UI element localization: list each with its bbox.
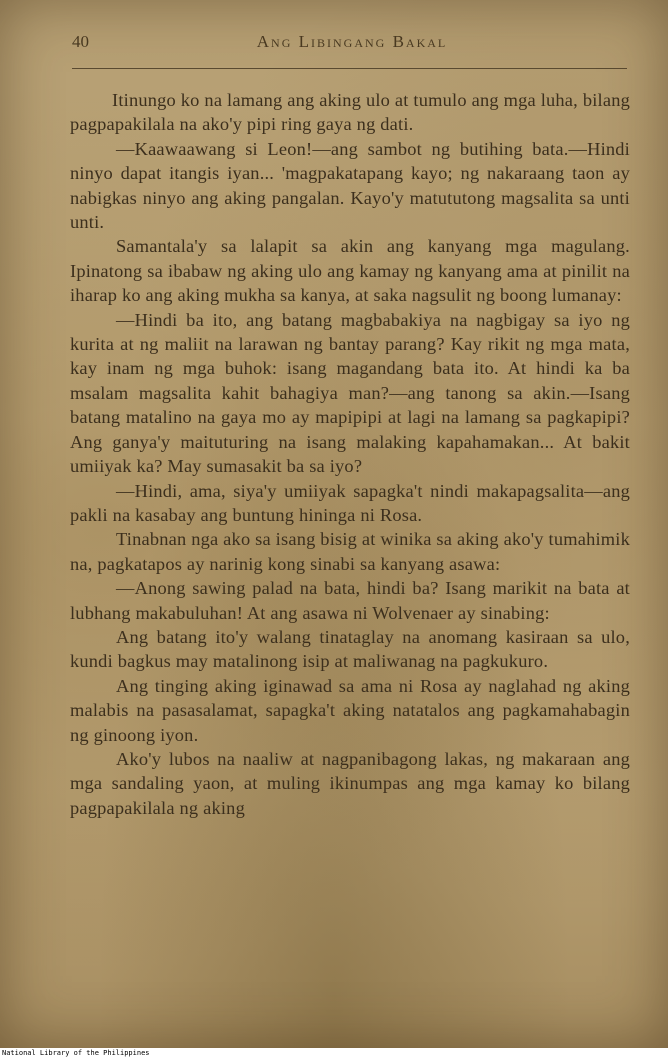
page-header	[72, 32, 632, 58]
paragraph-6: Tinabnan nga ako sa isang bisig at winika sa aking ako'y tumahimik na, pagkatapos ay narinig kong sinabi sa kanyang asawa:	[70, 529, 630, 574]
running-title: Ang Libingang Bakal	[256, 32, 448, 51]
paragraph-5: —Hindi, ama, siya'y umiiyak sapagka't nindi makapagsalita—ang pakli na kasabay ang buntung hininga ni Rosa.	[70, 480, 630, 525]
paragraph-9: Ang tinging aking iginawad sa ama ni Rosa ay naglahad ng aking malabis na pasasalamat, sapagka't aking natatalos ang pagkamahabagin ng ginoong iyon.	[70, 675, 630, 745]
paragraph-7: —Anong sawing palad na bata, hindi ba? Isang marikit na bata at lubhang makabuluhan! At ang asawa ni Wolvenaer ay sinabing:	[70, 578, 630, 623]
paragraph-1: Itinungo ko na lamang ang aking ulo at tumulo ang mga luha, bilang pagpapakilala na ako'y pipi ring gaya ng dati.	[70, 90, 630, 135]
library-credit: National Library of the Philippines	[0, 1048, 668, 1058]
body-text	[70, 88, 630, 820]
header-rule	[72, 68, 627, 69]
paragraph-2: —Kaawaawang si Leon!—ang sambot ng butihing bata.—Hindi ninyo dapat itangis iyan... 'magpakatapang kayo; ng nakaraang taon ay nabigkas ninyo ang aking pangalan. Kayo'y matututong magsalita sa unti unti.	[70, 138, 630, 233]
page-number: 40	[72, 32, 89, 51]
paragraph-8: Ang batang ito'y walang tinataglay na anomang kasiraan sa ulo, kundi bagkus may matalinong isip at maliwanag na pagkukuro.	[70, 626, 630, 672]
paragraph-3: Samantala'y sa lalapit sa akin ang kanyang mga magulang. Ipinatong sa ibabaw ng aking ulo ang kamay ng kanyang ama at pinilit na iharap ko ang aking mukha sa kanya, at saka nagsulit ng boong lumanay:	[70, 236, 630, 306]
paragraph-10: Ako'y lubos na naaliw at nagpanibagong lakas, ng makaraan ang mga sandaling yaon, at muling ikinumpas ang mga kamay ko bilang pagpapakilala ng aking	[70, 748, 630, 818]
paragraph-4: —Hindi ba ito, ang batang magbabakiya na nagbigay sa iyo ng kurita at ng maliit na larawan ng bantay parang? Kay rikit ng mga mata, kay inam ng mga buhok: isang magandang bata ito. At hindi ka ba msalam magsalita kahit bahagiya man?—ang tanong sa akin.—Isang batang matalino na gaya mo ay mapipipi at lagi na lamang sa pagkapipi? Ang ganya'y maituturing na isang malaking kapahamakan... At bakit umiiyak ka? May sumasakit ba sa iyo?	[70, 309, 630, 477]
